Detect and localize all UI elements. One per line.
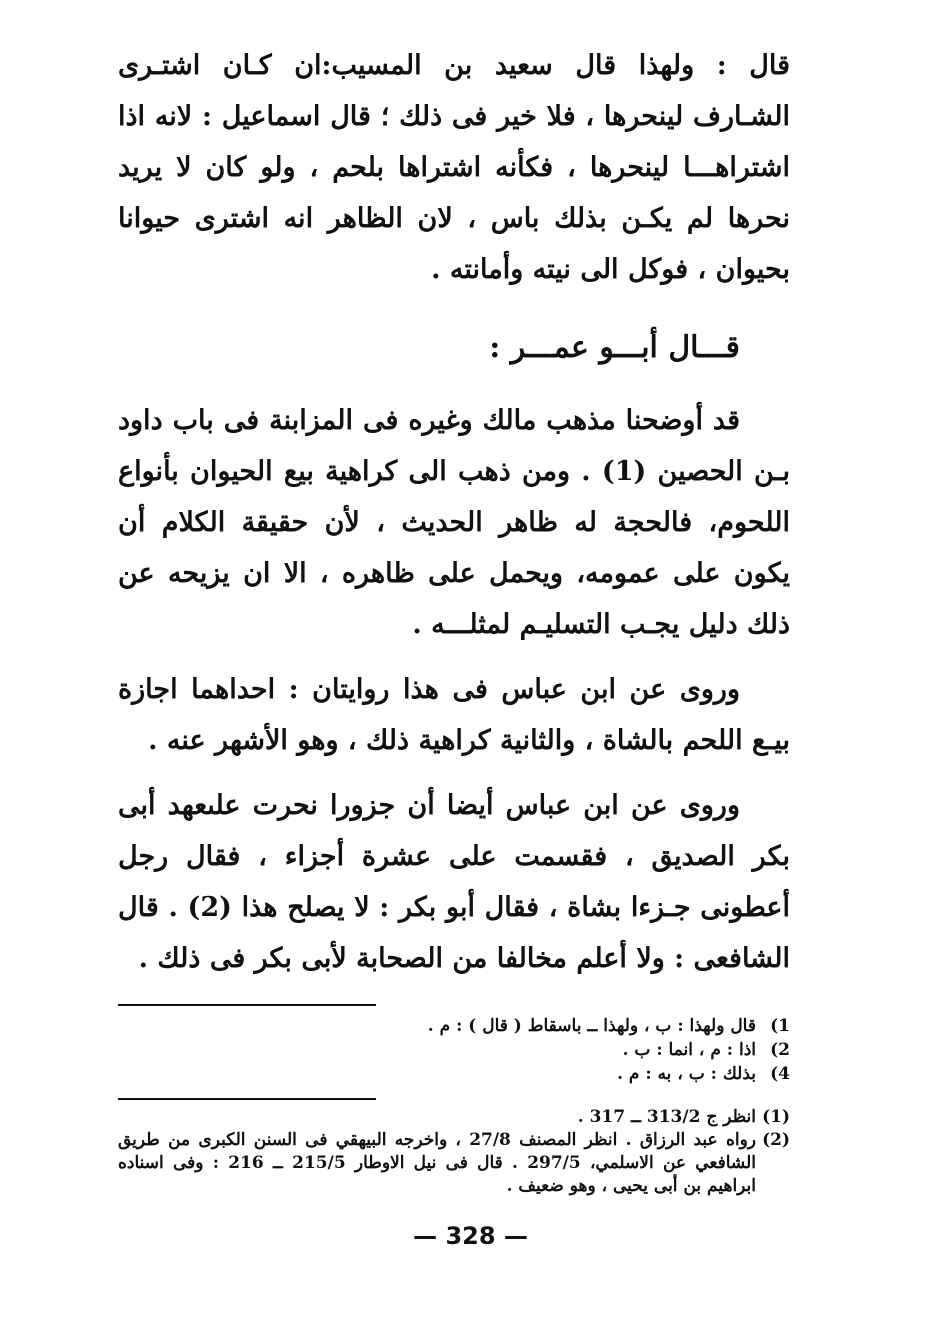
footnote bbox=[118, 1106, 790, 1129]
footnote bbox=[118, 1129, 790, 1198]
variant-note-text: قال ولهذا : ب ، ولهذا ــ باسقاط ( قال ) : م . bbox=[427, 1016, 756, 1036]
paragraph-2: وروى عن ابن عباس فى هذا روايتان : احداهما اجازة بيـع اللحم بالشاة ، والثانية كراهية ذلك ، وهو الأشهر عنه . bbox=[118, 674, 790, 756]
section-heading: قـــال أبـــو عمـــر : bbox=[489, 330, 740, 365]
footnotes-divider bbox=[118, 1098, 376, 1100]
footnotes bbox=[118, 1106, 790, 1198]
variant-note-text: بذلك : ب ، به : م . bbox=[617, 1064, 756, 1084]
paragraph-top: قال : ولهذا قال سعيد بن المسيب:ان كـان اشتـرى الشـارف لينحرها ، فلا خير فى ذلك ؛ قال اسماعيل : لانه اذا اشتراهـــا لينحرها ، فكأنه اشتراها بلحم ، ولو كان لا يريد نحرها لم يكـن بذلك باس ، لان الظاهر انه اشترى حيوانا بحيوان ، فوكل الى نيته وأمانته . bbox=[118, 50, 790, 285]
variant-note-number: 4) bbox=[770, 1064, 790, 1084]
variant-note bbox=[118, 1038, 790, 1062]
variant-note bbox=[118, 1014, 790, 1038]
page-body bbox=[118, 40, 790, 1198]
page-number: — 328 — bbox=[413, 1222, 528, 1250]
paragraph-1: قد أوضحنا مذهب مالك وغيره فى المزابنة فى باب داود بـن الحصين (1) . ومن ذهب الى كراهية بيع الحيوان بأنواع اللحوم، فالحجة له ظاهر الحديث ، لأن حقيقة الكلام أن يكون على عمومه، ويحمل على ظاهره ، الا ان يزيحه عن ذلك دليل يجـب التسليـم لمثلـــه . bbox=[118, 405, 791, 640]
variant-note-number: 1) bbox=[770, 1016, 790, 1036]
paragraph-3: وروى عن ابن عباس أيضا أن جزورا نحرت علىعهد أبى بكر الصديق ، فقسمت على عشرة أجزاء ، فقال رجل أعطونى جـزءا بشاة ، فقال أبو بكر : لا يصلح هذا (2) . قال الشافعى : ولا أعلم مخالفا من الصحابة لأبى بكر فى ذلك . bbox=[118, 790, 790, 974]
footnote-number: (1) bbox=[762, 1107, 790, 1127]
variant-note-text: اذا : م ، انما : ب . bbox=[622, 1040, 756, 1060]
footnote-text: رواه عبد الرزاق . انظر المصنف 27/8 ، واخرجه البيهقي فى السنن الكبرى من طريق الشافعي عن الاسلمي، 297/5 . قال فى نيل الاوطار 215/5 ــ 216 : وفى اسناده ابراهيم بن أبى يحيى ، وهو ضعيف . bbox=[118, 1130, 756, 1196]
variant-note bbox=[118, 1062, 790, 1086]
footnote-text: انظر ج 313/2 ــ 317 . bbox=[577, 1107, 756, 1127]
footnote-number: (2) bbox=[762, 1130, 790, 1150]
variant-note-number: 2) bbox=[770, 1040, 790, 1060]
variant-notes bbox=[118, 1014, 790, 1086]
variant-notes-divider bbox=[118, 1004, 376, 1006]
